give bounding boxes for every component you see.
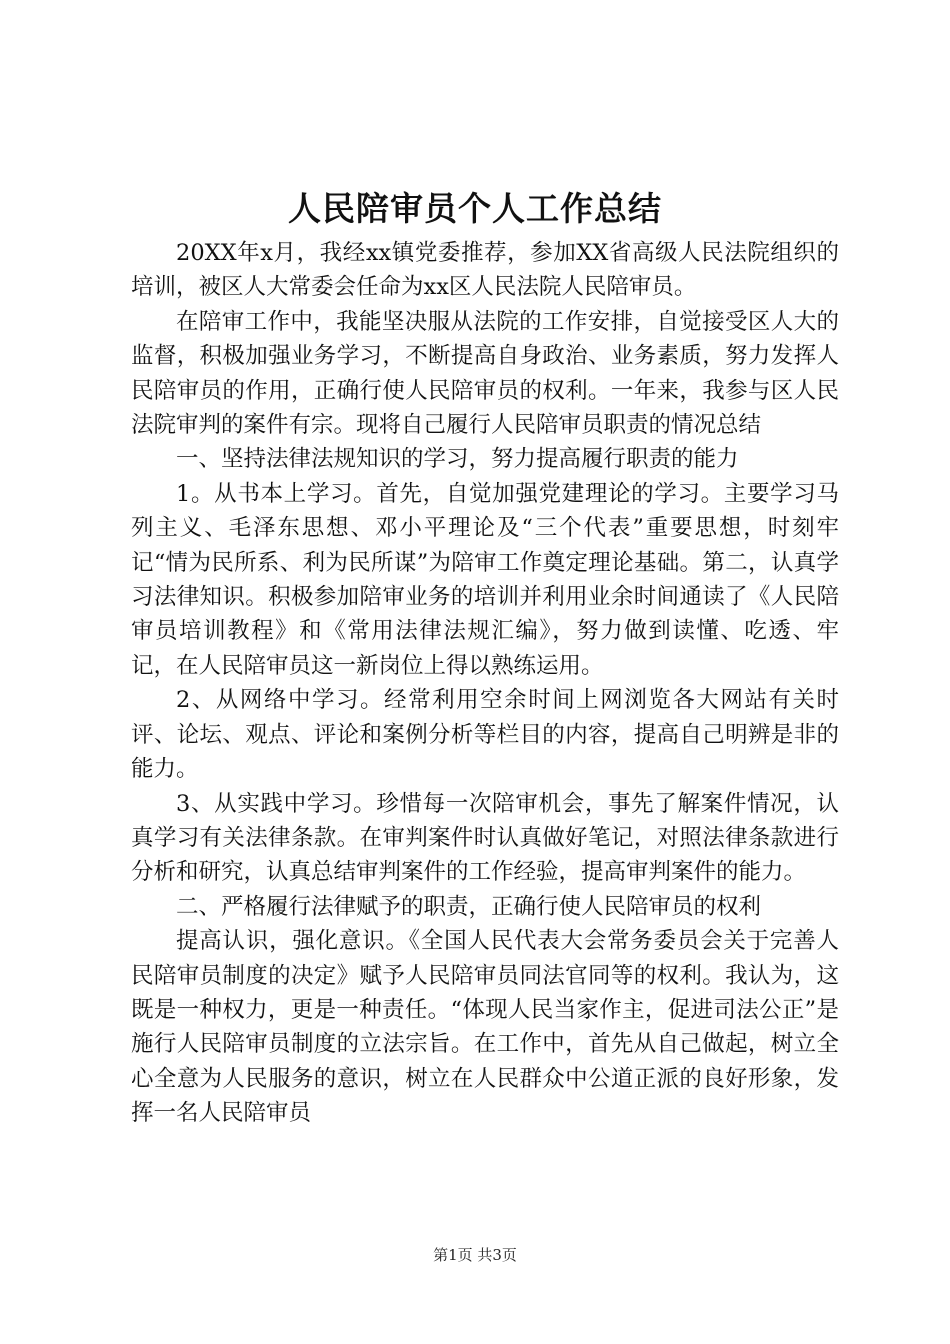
document-body [131, 236, 839, 1131]
document-title: 人民陪审员个人工作总结 [288, 189, 662, 228]
paragraph-overview: 在陪审工作中，我能坚决服从法院的工作安排，自觉接受区人大的监督，积极加强业务学习，不断提高自身政治、业务素质，努力发挥人民陪审员的作用，正确行使人民陪审员的权利。一年来，我参与区人民法院审判的案件有宗。现将自己履行人民陪审员职责的情况总结 [131, 308, 839, 439]
paragraph-study-books: 1。从书本上学习。首先，自觉加强党建理论的学习。主要学习马列主义、毛泽东思想、邓小平理论及“三个代表”重要思想，时刻牢记“情为民所系、利为民所谋”为陪审工作奠定理论基础。第二，认真学习法律知识。积极参加陪审业务的培训并利用业余时间通读了《人民陪审员培训教程》和《常用法律法规汇编》，努力做到读懂、吃透、牢记，在人民陪审员这一新岗位上得以熟练运用。 [131, 480, 839, 679]
paragraph-intro: 20XX年x月，我经xx镇党委推荐，参加XX省高级人民法院组织的培训，被区人大常委会任命为xx区人民法院人民陪审员。 [131, 240, 839, 301]
paragraph-study-network: 2、从网络中学习。经常利用空余时间上网浏览各大网站有关时评、论坛、观点、评论和案例分析等栏目的内容，提高自己明辨是非的能力。 [131, 687, 839, 783]
page-number-footer: 第1页 共3页 [433, 1246, 517, 1264]
paragraph-awareness: 提高认识，强化意识。《全国人民代表大会常务委员会关于完善人民陪审员制度的决定》赋予人民陪审员同法官同等的权利。我认为，这既是一种权力，更是一种责任。“体现人民当家作主，促进司法公正”是施行人民陪审员制度的立法宗旨。在工作中，首先从自己做起，树立全心全意为人民服务的意识，树立在人民群众中公道正派的良好形象，发挥一名人民陪审员 [131, 928, 839, 1127]
section-heading-1: 一、坚持法律法规知识的学习，努力提高履行职责的能力 [176, 446, 739, 473]
section-heading-2: 二、严格履行法律赋予的职责，正确行使人民陪审员的权利 [176, 893, 762, 920]
paragraph-study-practice: 3、从实践中学习。珍惜每一次陪审机会，事先了解案件情况，认真学习有关法律条款。在审判案件时认真做好笔记，对照法律条款进行分析和研究，认真总结审判案件的工作经验，提高审判案件的能力。 [131, 790, 839, 886]
